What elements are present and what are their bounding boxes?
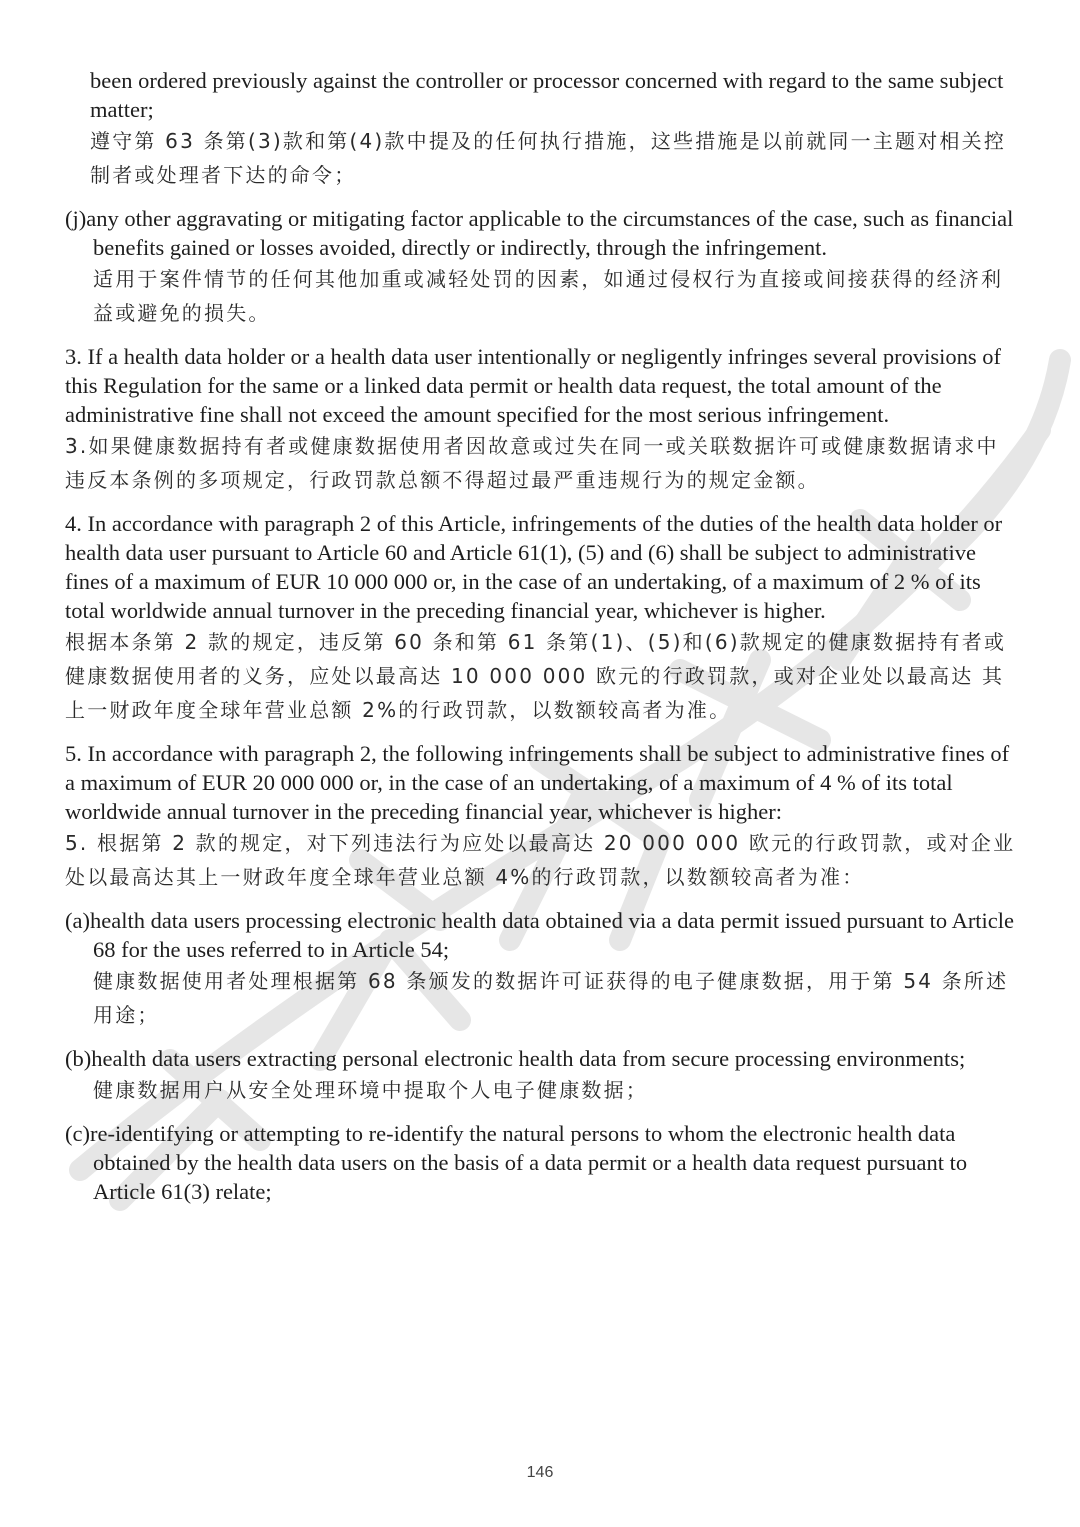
clause-b [65,1044,1020,1107]
chinese-text: 遵守第 63 条第(3)款和第(4)款中提及的任何执行措施，这些措施是以前就同一主题对相关控制者或处理者下达的命令； [90,129,1007,187]
paragraph-5 [65,739,1020,894]
paragraph-3 [65,342,1020,497]
english-text: been ordered previously against the controller or processor concerned with regard to the same subject matter; [90,68,1004,122]
paragraph-4 [65,509,1020,727]
chinese-text: 3.如果健康数据持有者或健康数据使用者因故意或过失在同一或关联数据许可或健康数据请求中违反本条例的多项规定，行政罚款总额不得超过最严重违规行为的规定金额。 [65,434,999,492]
chinese-text: 5. 根据第 2 款的规定，对下列违法行为应处以最高达 20 000 000 欧元的行政罚款，或对企业处以最高达其上一财政年度全球年营业总额 4%的行政罚款，以数额较高者为准： [65,831,1016,889]
clause-i-continuation [65,66,1020,192]
chinese-text: 适用于案件情节的任何其他加重或减轻处罚的因素，如通过侵权行为直接或间接获得的经济利益或避免的损失。 [93,267,1004,325]
english-text: (a)health data users processing electronic health data obtained via a data permit issued pursuant to Article 68 for the uses referred to in Article 54; [65,908,1015,962]
clause-j [65,204,1020,330]
english-text: 3. If a health data holder or a health data user intentionally or negligently infringes several provisions of this Regulation for the same or a linked data permit or health data request, the total amount of the administrative fine shall not exceed the amount specified for the most serious infringement. [65,344,1001,427]
clause-c [65,1119,1020,1206]
clause-a [65,906,1020,1032]
english-text: 4. In accordance with paragraph 2 of this Article, infringements of the duties of the health data holder or health data user pursuant to Article 60 and Article 61(1), (5) and (6) shall be subject to administrative fines of a maximum of EUR 10 000 000 or, in the case of an undertaking, of a maximum of 2 % of its total worldwide annual turnover in the preceding financial year, whichever is higher. [65,511,1003,623]
chinese-text: 健康数据使用者处理根据第 68 条颁发的数据许可证获得的电子健康数据，用于第 54 条所述用途； [93,969,1009,1027]
english-text: (b)health data users extracting personal electronic health data from secure processing environments; [65,1046,966,1071]
english-text: (j)any other aggravating or mitigating factor applicable to the circumstances of the case, such as financial benefits gained or losses avoided, directly or indirectly, through the infringement. [65,206,1014,260]
chinese-text: 根据本条第 2 款的规定，违反第 60 条和第 61 条第(1)、(5)和(6)款规定的健康数据持有者或 健康数据使用者的义务，应处以最高达 10 000 000 欧元的行政罚款，或对企业处以最高达 其上一财政年度全球年营业总额 2%的行政罚款，以数额较高者为准。 [65,630,1007,722]
english-text: 5. In accordance with paragraph 2, the following infringements shall be subject to administrative fines of a maximum of EUR 20 000 000 or, in the case of an undertaking, of a maximum of 4 % of its total worldwide annual turnover in the preceding financial year, whichever is higher: [65,741,1010,824]
english-text: (c)re-identifying or attempting to re-identify the natural persons to whom the electronic health data obtained by the health data users on the basis of a data permit or a health data request pursuant to Article 61(3) relate; [65,1121,968,1204]
chinese-text: 健康数据用户从安全处理环境中提取个人电子健康数据； [93,1078,648,1102]
page-content [65,66,1020,1206]
page-number: 146 [526,1464,554,1481]
